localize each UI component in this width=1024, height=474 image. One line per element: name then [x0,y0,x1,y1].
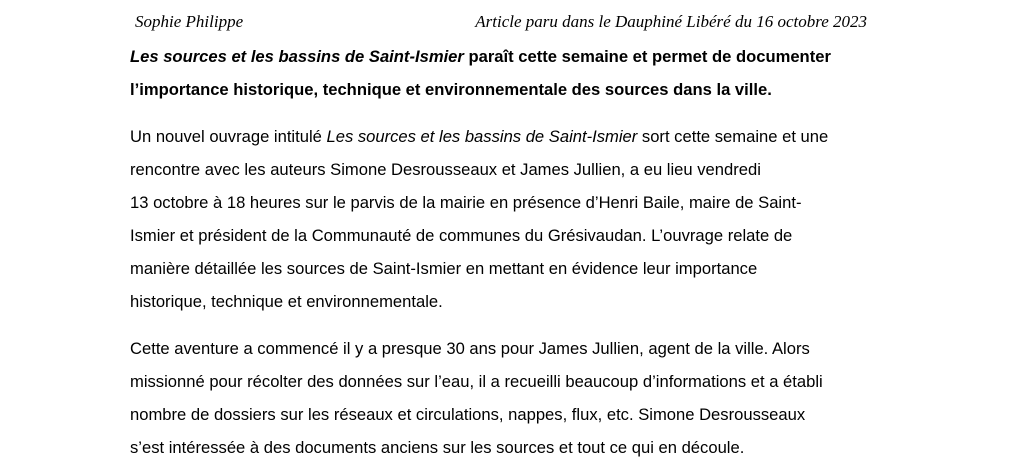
paragraph-line: nombre de dossiers sur les réseaux et circulations, nappes, flux, etc. Simone Desrousseaux [130,405,806,424]
paragraph-line: historique, technique et environnementale. [130,292,443,311]
paragraph-line: s’est intéressée à des documents anciens sur les sources et tout ce qui en découle. [130,438,745,457]
paragraph-line: manière détaillée les sources de Saint-Ismier en mettant en évidence leur importance [130,259,758,278]
lead-paragraph [130,40,900,106]
book-title: Les sources et les bassins de Saint-Ismier [130,47,464,66]
paragraph-line: missionné pour récolter des données sur l’eau, il a recueilli beaucoup d’informations et a établi [130,372,823,391]
paragraph-line: rencontre avec les auteurs Simone Desrousseaux et James Jullien, a eu lieu vendredi [130,160,761,179]
lead-line [130,40,900,73]
paragraph-text: sort cette semaine et une [637,127,829,146]
paragraph-text: Un nouvel ouvrage intitulé [130,127,327,146]
paragraph-line [130,120,900,153]
paragraph-line: Ismier et président de la Communauté de communes du Grésivaudan. L’ouvrage relate de [130,226,793,245]
author-name: Sophie Philippe [135,12,244,31]
article-header [135,10,867,34]
publication-source: Article paru dans le Dauphiné Libéré du 16 octobre 2023 [475,12,867,31]
book-title: Les sources et les bassins de Saint-Ismier [326,127,638,146]
body-paragraph-1 [130,120,900,318]
paragraph-line: 13 octobre à 18 heures sur le parvis de la mairie en présence d’Henri Baile, maire de Saint- [130,193,802,212]
lead-line: l’importance historique, technique et environnementale des sources dans la ville. [130,80,772,99]
paragraph-line: Cette aventure a commencé il y a presque 30 ans pour James Jullien, agent de la ville. Alors [130,339,810,358]
lead-text: paraît cette semaine et permet de documenter [463,47,831,66]
body-paragraph-2 [130,332,900,464]
